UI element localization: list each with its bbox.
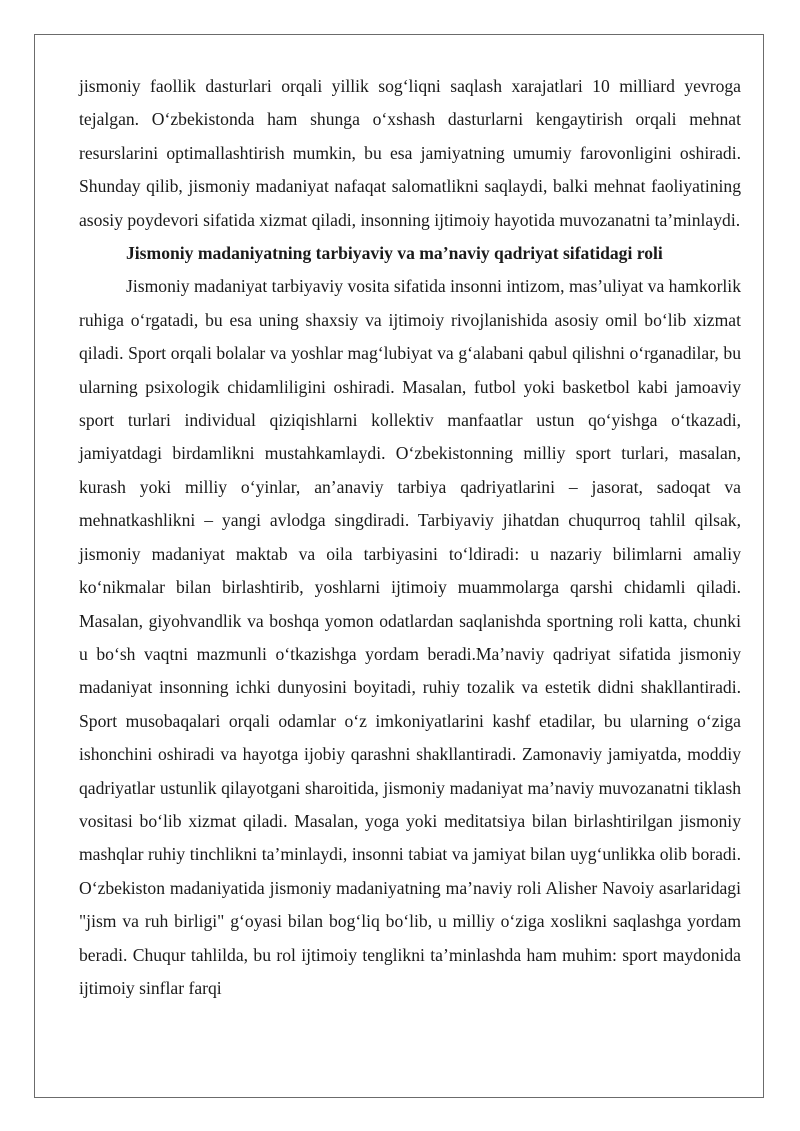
section-heading: Jismoniy madaniyatning tarbiyaviy va ma’naviy qadriyat sifatidagi roli [126,243,663,264]
document-body [79,70,741,1005]
paragraph-continuation: jismoniy faollik dasturlari orqali yillik sog‘liqni saqlash xarajatlari 10 milliard yevroga tejalgan. O‘zbekistonda ham shunga o‘xshash dasturlarni kengaytirish orqali mehnat resurslarini optimallashtirish mumkin, bu esa jamiyatning umumiy farovonligini oshiradi. Shunday qilib, jismoniy madaniyat nafaqat salomatlikni saqlaydi, balki mehnat faoliyatining asosiy poydevori sifatida xizmat qiladi, insonning ijtimoiy hayotida muvozanatni ta’minlaydi. [79,76,741,230]
paragraph-main: Jismoniy madaniyat tarbiyaviy vosita sifatida insonni intizom, mas’uliyat va hamkorlik ruhiga o‘rgatadi, bu esa uning shaxsiy va ijtimoiy rivojlanishida asosiy omil bo‘lib xizmat qiladi. Sport orqali bolalar va yoshlar mag‘lubiyat va g‘alabani qabul qilishni o‘rganadilar, bu ularning psixologik chidamliligini oshiradi. Masalan, futbol yoki basketbol kabi jamoaviy sport turlari individual qiziqishlarni kollektiv manfaatlar ustun qo‘yishga o‘tkazadi, jamiyatdagi birdamlikni mustahkamlaydi. O‘zbekistonning milliy sport turlari, masalan, kurash yoki milliy o‘yinlar, an’anaviy tarbiya qadriyatlarini – jasorat, sadoqat va mehnatkashlikni – yangi avlodga singdiradi. Tarbiyaviy jihatdan chuqurroq tahlil qilsak, jismoniy madaniyat maktab va oila tarbiyasini to‘ldiradi: u nazariy bilimlarni amaliy ko‘nikmalar bilan birlashtirib, yoshlarni ijtimoiy muammolarga qarshi chidamli qiladi. Masalan, giyohvandlik va boshqa yomon odatlardan saqlanishda sportning roli katta, chunki u bo‘sh vaqtni mazmunli o‘tkazishga yordam beradi.Ma’naviy qadriyat sifatida jismoniy madaniyat insonning ichki dunyosini boyitadi, ruhiy tozalik va estetik didni shakllantiradi. Sport musobaqalari orqali odamlar o‘z imkoniyatlarini kashf etadilar, bu ularning o‘ziga ishonchini oshiradi va hayotga ijobiy qarashni shakllantiradi. Zamonaviy jamiyatda, moddiy qadriyatlar ustunlik qilayotgani sharoitida, jismoniy madaniyat ma’naviy muvozanatni tiklash vositasi bo‘lib xizmat qiladi. Masalan, yoga yoki meditatsiya bilan birlashtirilgan jismoniy mashqlar ruhiy tinchlikni ta’minlaydi, insonni tabiat va jamiyat bilan uyg‘unlikka olib boradi. O‘zbekiston madaniyatida jismoniy madaniyatning ma’naviy roli Alisher Navoiy asarlaridagi "jism va ruh birligi" g‘oyasi bilan bog‘liq bo‘lib, u milliy o‘ziga xoslikni saqlashga yordam beradi. Chuqur tahlilda, bu rol ijtimoiy tenglikni ta’minlashda ham muhim: sport maydonida ijtimoiy sinflar farqi [79,276,741,998]
